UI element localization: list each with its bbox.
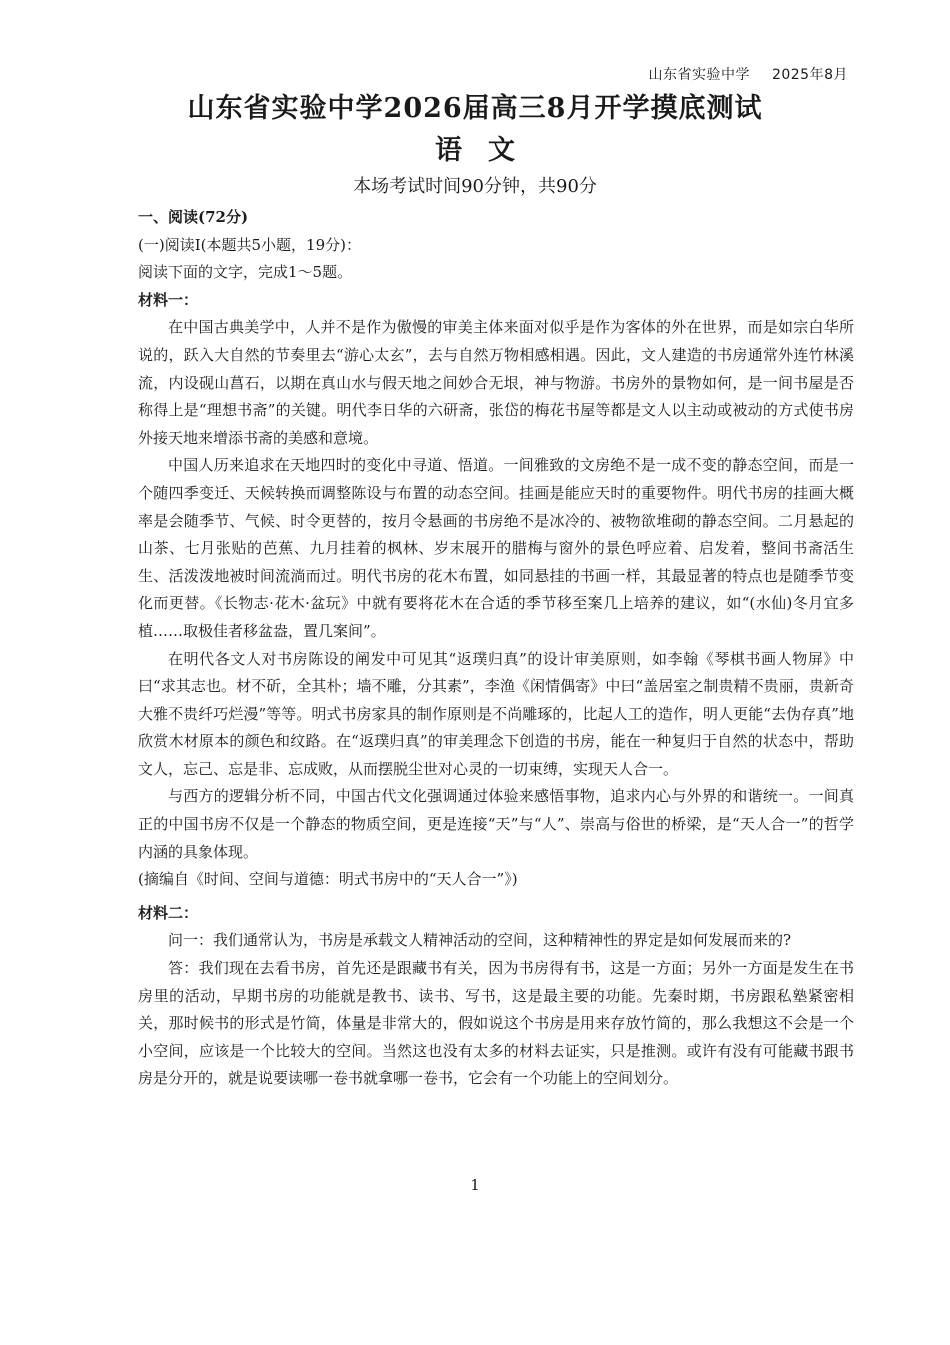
exam-title: 山东省实验中学2026届高三8月开学摸底测试 [187,93,763,124]
material-2-answer: 答：我们现在去看书房，首先还是跟藏书有关，因为书房得有书，这是一方面；另外一方面是发生在书房里的活动，早期书房的功能就是教书、读书、写书，这是最主要的功能。先秦时期，书房跟私塾紧密相关，那时候书的形式是竹简，体量是非常大的，假如说这个书房是用来存放竹简的，那么我想这不会是一个小空间，应该是一个比较大的空间。当然这也没有太多的材料去证实，只是推测。或许有没有可能藏书跟书房是分开的，就是说要读哪一卷书就拿哪一卷书，它会有一个功能上的空间划分。 [138,959,854,1088]
material-1-paragraph: 中国人历来追求在天地四时的变化中寻道、悟道。一间雅致的文房绝不是一成不变的静态空间，而是一个随四季变迁、天候转换而调整陈设与布置的动态空间。挂画是能应天时的重要物件。明代书房的挂画大概率是会随季节、气候、时令更替的，按月令悬画的书房绝不是冰冷的、被物欲堆砌的静态空间。二月悬起的山茶、七月张贴的芭蕉、九月挂着的枫林、岁末展开的腊梅与窗外的景色呼应着、启发着，整间书斋活生生、活泼泼地被时间流淌而过。明代书房的花木布置，如同悬挂的书画一样，其最显著的特点也是随季节变化而更替。《长物志·花木·盆玩》中就有要将花木在合适的季节移至案几上培养的建议，如“(水仙)冬月宜多植……取极佳者移盆盎，置几案间”。 [138,456,854,640]
exam-content [138,204,854,1093]
material-2-question: 问一：我们通常认为，书房是承载文人精神活动的空间，这种精神性的界定是如何发展而来的? [168,931,792,950]
material-2-label: 材料二： [138,903,199,922]
material-1-paragraph: 与西方的逻辑分析不同，中国古代文化强调通过体验来感悟事物，追求内心与外界的和谐统一。一间真正的中国书房不仅是一个静态的物质空间，更是连接“天”与“人”、崇高与俗世的桥梁，是“天人合一”的哲学内涵的具象体现。 [138,787,854,861]
header-meta [626,64,848,84]
material-1-paragraph: 在中国古典美学中，人并不是作为傲慢的审美主体来面对似乎是作为客体的外在世界，而是如宗白华所说的，跃入大自然的节奏里去“游心太玄”，去与自然万物相感相遇。因此，文人建造的书房通常外连竹林溪流，内设砚山菖石，以期在真山水与假天地之间妙合无垠，神与物游。书房外的景物如何，是一间书屋是否称得上是“理想书斋”的关键。明代李日华的六研斋，张岱的梅花书屋等都是文人以主动或被动的方式使书房外接天地来增添书斋的美感和意境。 [138,318,854,447]
header-school: 山东省实验中学 [648,67,750,83]
material-1-paragraph: 在明代各文人对书房陈设的阐发中可见其“返璞归真”的设计审美原则，如李翰《琴棋书画人物屏》中曰“求其志也。材不斫，全其朴；墙不雕，分其素”，李渔《闲情偶寄》中曰“盖居室之制贵精不贵丽，贵新奇大雅不贵纤巧烂漫”等等。明式书房家具的制作原则是不尚雕琢的，比起人工的造作，明人更能“去伪存真”地欣赏木材原本的颜色和纹路。在“返璞归真”的审美理念下创造的书房，能在一种复归于自然的状态中，帮助文人，忘己、忘是非、忘成败，从而摆脱尘世对心灵的一切束缚，实现天人合一。 [138,649,854,778]
exam-info: 本场考试时间90分钟，共90分 [353,176,597,197]
header-date: 2025年8月 [771,67,848,83]
section-heading: 一、阅读(72分) [138,208,249,226]
material-1-label: 材料一： [138,290,199,309]
sub-section-heading: (一)阅读Ⅰ(本题共5小题，19分)： [138,235,361,254]
reading-instruction: 阅读下面的文字，完成1～5题。 [138,263,353,282]
exam-subject: 语文 [435,135,541,166]
page-number: 1 [470,1176,480,1194]
material-1-source: (摘编自《时间、空间与道德：明式书房中的“天人合一”》) [138,870,518,889]
